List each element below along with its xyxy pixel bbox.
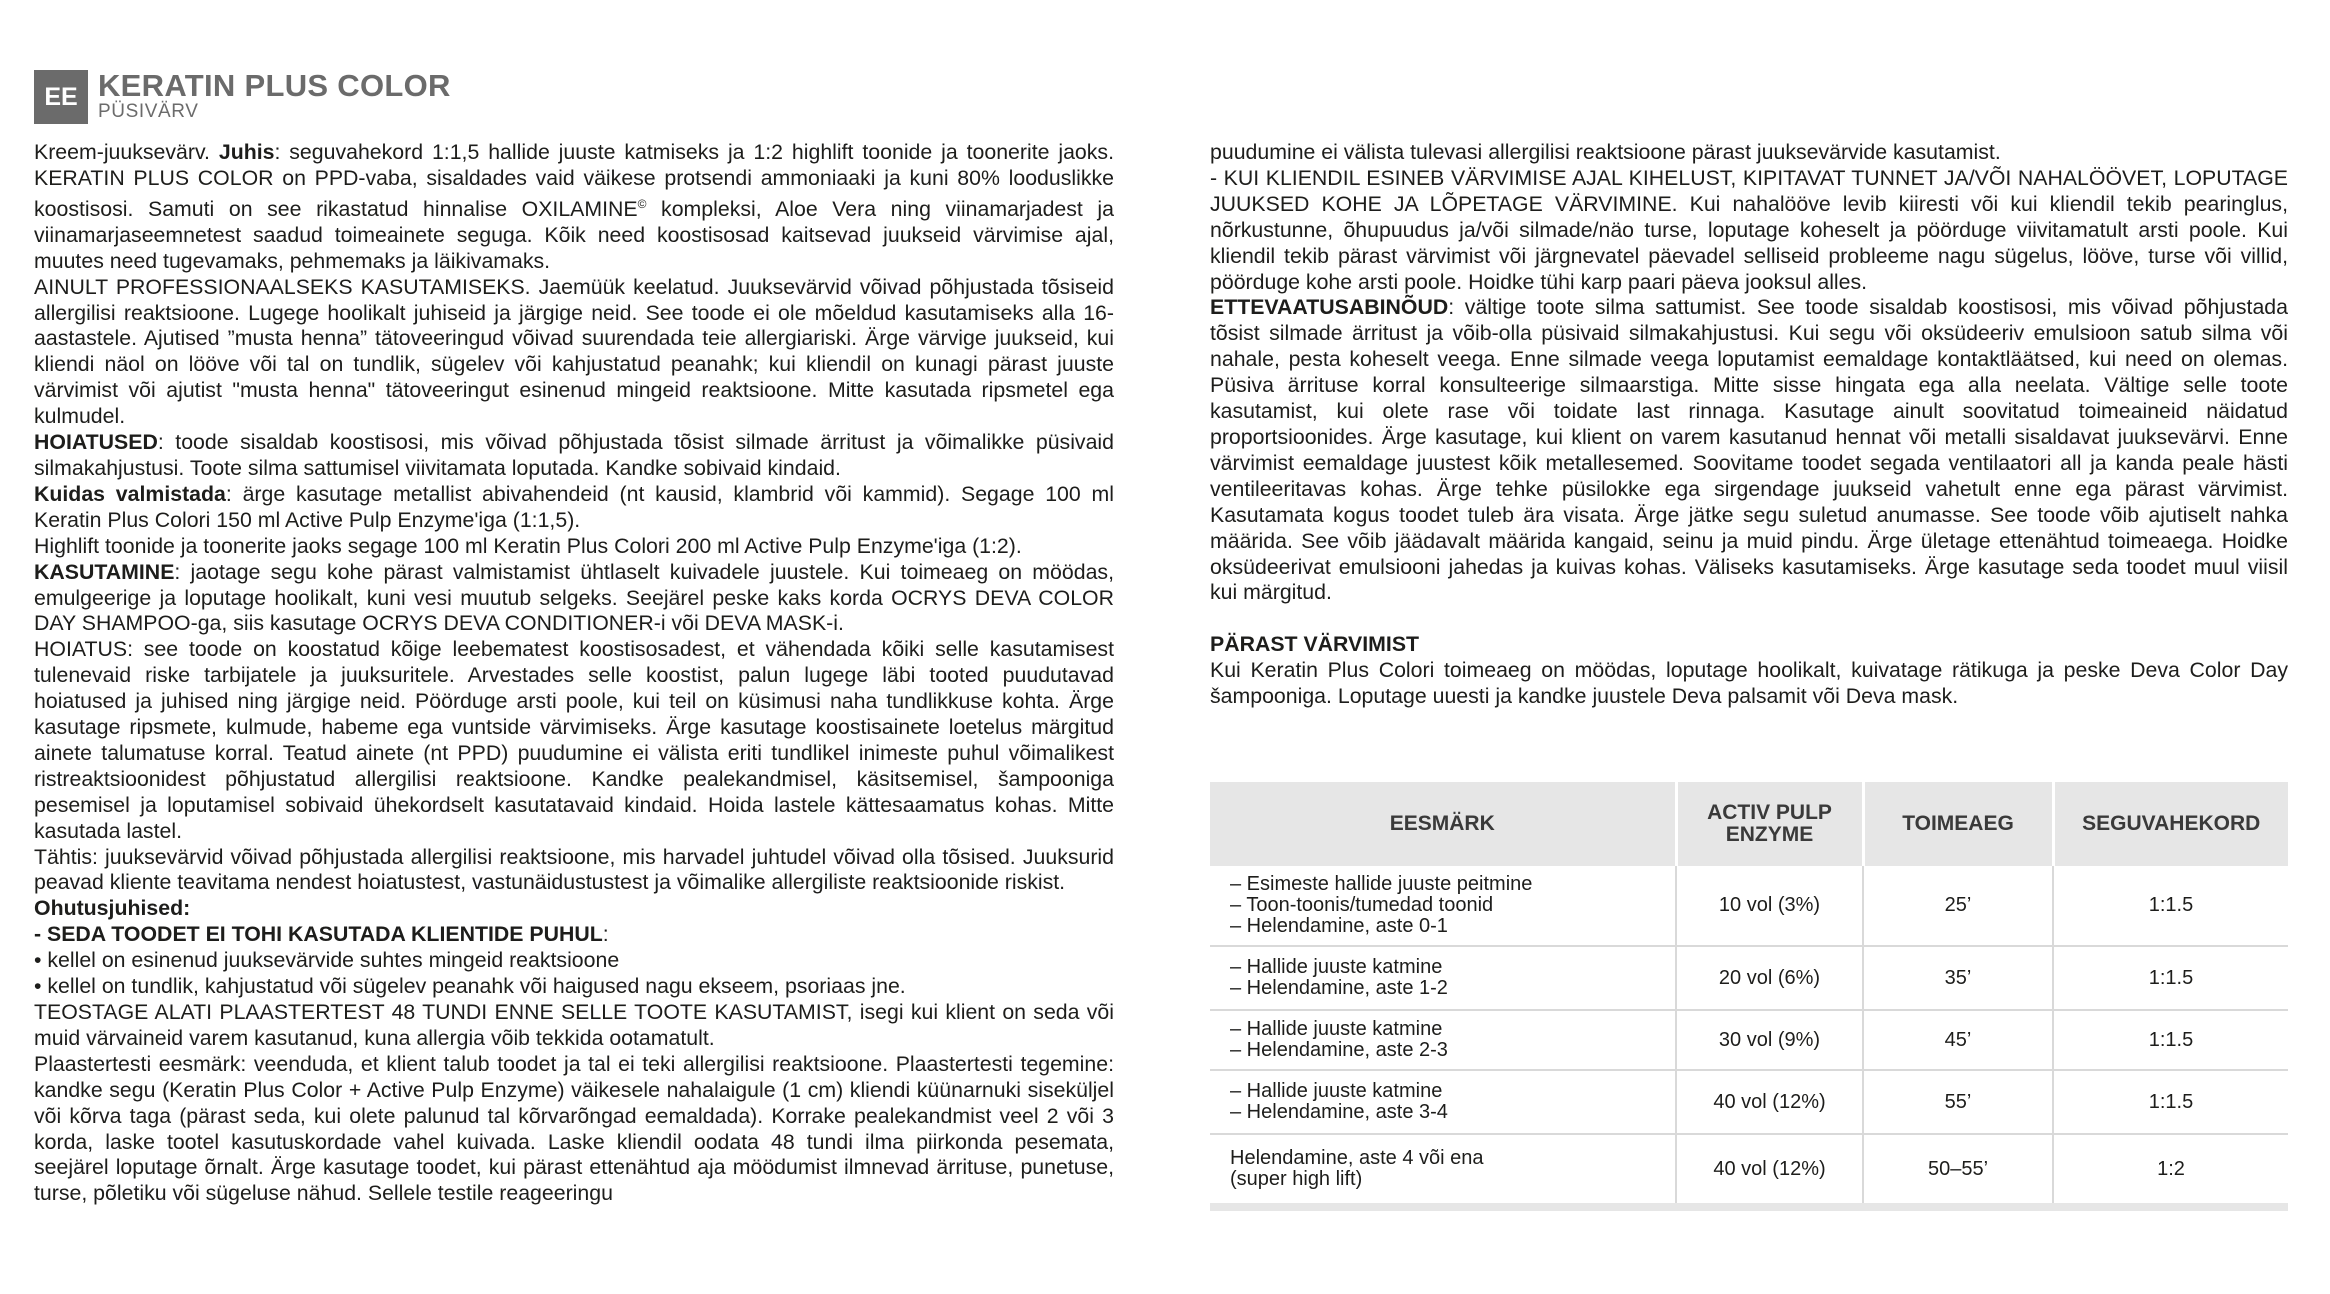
table-header-row [1210,782,2288,866]
usage-label: KASUTAMINE [34,559,175,584]
product-title: KERATIN PLUS COLOR [98,68,451,103]
goal-cell [1210,1070,1676,1134]
table-row [1210,1010,2288,1070]
enzyme-cell: 30 vol (9%) [1676,1010,1863,1070]
enzyme-cell: 40 vol (12%) [1676,1070,1863,1134]
goal-line: – Helendamine, aste 0-1 [1230,915,1448,937]
caution-paragraph: HOIATUS: see toode on koostatud kõige leebematest koostisosadest, et vähendada kõiki selle kasutamisest tulenevaid riske tarbijatele ja juuksuritele. Arvestades selle koostist, palun lugege läbi tooted puudutavad hoiatused ja juhised ning järgige neid. Pöörduge arsti poole, kui teil on küsimusi naha tundlikkuse kohta. Ärge kasutage ripsmete, kulmude, habeme ega vuntside värvimiseks. Ärge kasutage koostisainete loetelus märgitud ainete talumatuse korral. Teatud ainete (nt PPD) puudumine ei välista eriti tundlikel inimeste puhul võimalikest ristreaktsioonidest põhjustatud allergilisi reaktsioone. Kandke pealekandmisel, käsitsemisel, šampooniga pesemisel ja loputamisel sobivaid ühekordselt kasutatavaid kindaid. Hoida lastele kättesaamatus kohas. Mitte kasutada lastel. [34,637,1114,843]
spacer [1210,606,2288,632]
safety-subtitle-label: - SEDA TOODET EI TOHI KASUTADA KLIENTIDE PUHUL [34,922,603,947]
goal-line: – Hallide juuste katmine [1230,956,1443,978]
goal-line: – Hallide juuste katmine [1230,1080,1443,1102]
ratio-cell: 1:1.5 [2053,866,2288,946]
goal-line: (super high lift) [1230,1168,1363,1190]
intro-text-b: : seguvahekord 1:1,5 hallide juuste katmiseks ja 1:2 highlift toonide ja toonerite jaoks. KERATIN PLUS COLOR on PPD-vaba, sisaldades vaid väikese protsendi ammoniaaki ja kuni 80% looduslikke koostisosi. Samuti on see rikastatud hinnalise OXILAMINE [34,140,1114,221]
warnings-paragraph [34,430,1114,482]
goal-cell [1210,1134,1676,1203]
goal-cell [1210,1010,1676,1070]
usage-paragraph [34,560,1114,638]
safety-bullet-1: • kellel on esinenud juuksevärvide suhtes mingeid reaktsioone [34,948,620,973]
usage-text: : jaotage segu kohe pärast valmistamist ühtlaselt kuivadele juustele. Kui toimeaeg on möödas, emulgeerige ja loputage hoolikalt, kuni vesi muutub selgeks. Seejärel peske kaks korda OCRYS DEVA COLOR DAY SHAMPOO-ga, siis kasutage OCRYS DEVA CONDITIONER-i või DEVA MASK-i. [34,559,1114,636]
ratio-cell: 1:1.5 [2053,1070,2288,1134]
time-cell: 50–55’ [1863,1134,2053,1203]
warnings-label: HOIATUSED [34,430,158,455]
goal-cell [1210,946,1676,1010]
goal-cell [1210,866,1676,946]
ratio-cell: 1:1.5 [2053,1010,2288,1070]
table-bottom-border [1210,1203,2288,1211]
ratio-cell: 1:2 [2157,1157,2185,1180]
after-coloring-paragraph: Kui Keratin Plus Colori toimeaeg on möödas, loputage hoolikalt, kuivatage rätikuga ja peske Deva Color Day šampooniga. Loputage uuesti ja kandke juustele Deva palsamit või Deva mask. [1210,658,2288,709]
header-ratio: SEGUVAHEKORD [2053,782,2288,866]
table-row [1210,866,2288,946]
mixing-table-container [1210,782,2288,1211]
highlift-paragraph: Highlift toonide ja toonerite jaoks segage 100 ml Keratin Plus Colori 200 ml Active Pulp Enzyme'iga (1:2). [34,533,1022,558]
copyright-mark: © [637,196,647,211]
goal-line: – Helendamine, aste 1-2 [1230,977,1448,999]
table-row [1210,1070,2288,1134]
professional-use-paragraph: AINULT PROFESSIONAALSEKS KASUTAMISEKS. Jaemüük keelatud. Juuksevärvid võivad põhjustada tõsiseid allergilisi reaktsioone. Lugege hoolikalt juhiseid ja järgige neid. See toode ei ole mõeldud kasutamiseks alla 16-aastastele. Ajutised ”musta henna” tätoveeringud võivad suurendada teie allergiariski. Ärge värvige juukseid, kui kliendi näol on lööve või tal on tundlik, sügelev või kahjustatud peanahk; kui kliendil on kunagi pärast juuste värvimist või ajutist "musta henna" tätoveeringut esinenud mingeid reaktsioone. Mitte kasutada ripsmetel ega kulmudel. [34,274,1114,429]
goal-line: Helendamine, aste 4 või ena [1230,1147,1484,1169]
safety-title: Ohutusjuhised: [34,896,191,921]
mixing-table [1210,782,2288,1203]
goal-line: – Helendamine, aste 2-3 [1230,1039,1448,1061]
time-cell: 55’ [1863,1070,2053,1134]
time-cell: 35’ [1863,946,2053,1010]
brand-block [98,70,451,122]
patch-test-paragraph: TEOSTAGE ALATI PLAASTERTEST 48 TUNDI ENNE SELLE TOOTE KASUTAMIST, isegi kui klient on seda või muid värvaineid varem kasutanud, kuna allergia võib tekkida ootamatult. [34,1000,1114,1050]
goal-line: – Esimeste hallide juuste peitmine [1230,873,1533,895]
header-enzyme-label: ACTIV PULP ENZYME [1707,801,1832,846]
goal-line: – Toon-toonis/tumedad toonid [1230,894,1494,916]
precautions-text: : vältige toote silma sattumist. See toode sisaldab koostisosi, mis võivad põhjustada tõsist silmade ärritust ja võib-olla püsivaid silmakahjustusi. Kui segu või oksüdeeriv emulsioon satub silma või nahale, pesta koheselt veega. Enne silmade veega loputamist eemaldage kontaktläätsed, kui need on olemas. Püsiva ärrituse korral konsulteerige silmaarstiga. Mitte sisse hingata ega alla neelata. Vältige selle toote kasutamist, kui olete rase või toidate last rinnaga. Kasutage ainult soovitatud toimeaineid näidatud proportsioonides. Ärge kasutage, kui klient on varem kasutanud hennat või metalli sisaldavat juuksevärvi. Enne värvimist eemaldage juustest kõik metallesemed. Soovitame toodet segada ventilaatori all ja kanda peale hästi ventileeritavas kohas. Ärge tehke püsilokke ega sirgendage juukseid vahetult enne ega pärast värvimist. Kasutamata kogus toodet tuleb ära visata. Ärge jätke segu suletud anumasse. See toode võib ajutiselt nahka määrida. See võib jäädavalt määrida kangaid, seinu ja muid pindu. Ärge ületage ettenähtud toimeaega. Hoidke oksüdeerivat emulsiooni jahedas ja kuivas kohas. Väliseks kasutamiseks. Ärge kasutage seda toodet muul viisil kui märgitud. [1210,295,2288,605]
right-column [1210,140,2288,710]
safety-subtitle [34,922,1114,948]
ratio-cell: 1:1.5 [2053,946,2288,1010]
intro-paragraph [34,140,1114,275]
continuation-paragraph: puudumine ei välista tulevasi allergilisi reaktsioone pärast juuksevärvide kasutamist. [1210,140,2001,164]
enzyme-cell: 40 vol (12%) [1676,1134,1863,1203]
time-cell: 25’ [1863,866,2053,946]
header-goal: EESMÄRK [1210,782,1676,866]
precautions-paragraph [1210,295,2288,606]
precautions-label: ETTEVAATUSABINÕUD [1210,295,1449,320]
left-column [34,140,1114,1207]
important-paragraph: Tähtis: juuksevärvid võivad põhjustada allergilisi reaktsioone, mis harvadel juhtudel võivad olla tõsised. Juuksurid peavad kliente teavitama nendest hoiatustest, vastunäidustustest ja võimalike allergiliste reaktsioonide riskist. [34,844,1114,895]
intro-text-c: kompleksi, Aloe Vera ning viinamarjadest ja viinamarjaseemnetest saadud toimeainete seguga. Kõik need koostisosad kaitsevad juukseid värvimise ajal, muutes need tugevamaks, pehmemaks ja läikivamaks. [34,196,1114,273]
preparation-text: : ärge kasutage metallist abivahendeid (nt kausid, klambrid või kammid). Segage 100 ml Keratin Plus Colori 150 ml Active Pulp Enzyme'iga (1:1,5). [34,481,1114,532]
header-time: TOIMEAEG [1863,782,2053,866]
severe-reaction-paragraph: - KUI KLIENDIL ESINEB VÄRVIMISE AJAL KIHELUST, KIPITAVAT TUNNET JA/VÕI NAHALÖÖVET, LOPUTAGE JUUKSED KOHE JA LÕPETAGE VÄRVIMINE. Kui nahalööve levib kiiresti või kui kliendil tekib pearinglus, nõrkustunne, õhupuudus ja/või silmade/näo turse, loputage koheselt ja pöörduge viivitamatult arsti poole. Kui kliendil tekib pärast värvimist või järgnevatel päevadel selliseid probleeme nagu sügelus, lööve, turse või villid, pöörduge kohe arsti poole. Hoidke tühi karp paari päeva jooksul alles. [1210,165,2288,294]
table-row [1210,1134,2288,1203]
time-cell: 45’ [1863,1010,2053,1070]
patch-purpose-paragraph: Plaastertesti eesmärk: veenduda, et klient talub toodet ja tal ei teki allergilisi reaktsioone. Plaastertesti tegemine: kandke segu (Keratin Plus Color + Active Pulp Enzyme) väikesele nahalaigule (1 cm) kliendi küünarnuki siseküljel või kõrva taga (pärast seda, kui olete palunud tal kõrvarõngad eemaldada). Korrake pealekandmist veel 2 või 3 korda, laske tootel kasutuskordade vahel kuivada. Laske kliendil oodata 48 tundi ilma piirkonda pesemata, seejärel loputage õrnalt. Ärge kasutage toodet, kui pärast ettenähtud aja möödumist ilmnevad ärrituse, punetuse, turse, põletiku või sügeluse nähud. Sellele testile reageeringu [34,1051,1114,1206]
intro-text-a: Kreem-juuksevärv. [34,140,219,164]
goal-line: – Hallide juuste katmine [1230,1018,1443,1040]
preparation-label: Kuidas valmistada [34,481,226,506]
safety-bullet-2: • kellel on tundlik, kahjustatud või sügelev peanahk või haigused nagu ekseem, psoriaas jne. [34,974,906,999]
product-header [34,70,451,124]
warnings-text: : toode sisaldab koostisosi, mis võivad põhjustada tõsist silmade ärritust ja võimalikke püsivaid silmakahjustusi. Toote silma sattumisel viivitamata loputada. Kandke sobivaid kindaid. [34,430,1114,480]
goal-line: – Helendamine, aste 3-4 [1230,1101,1448,1123]
enzyme-cell: 20 vol (6%) [1676,946,1863,1010]
instruction-label: Juhis [218,140,275,164]
preparation-paragraph [34,482,1114,534]
header-enzyme [1676,782,1863,866]
product-subtitle: PÜSIVÄRV [98,101,199,122]
enzyme-cell: 10 vol (3%) [1676,866,1863,946]
language-badge: EE [34,70,88,124]
table-row [1210,946,2288,1010]
safety-subtitle-colon: : [602,922,609,947]
after-coloring-title: PÄRAST VÄRVIMIST [1210,632,1420,657]
